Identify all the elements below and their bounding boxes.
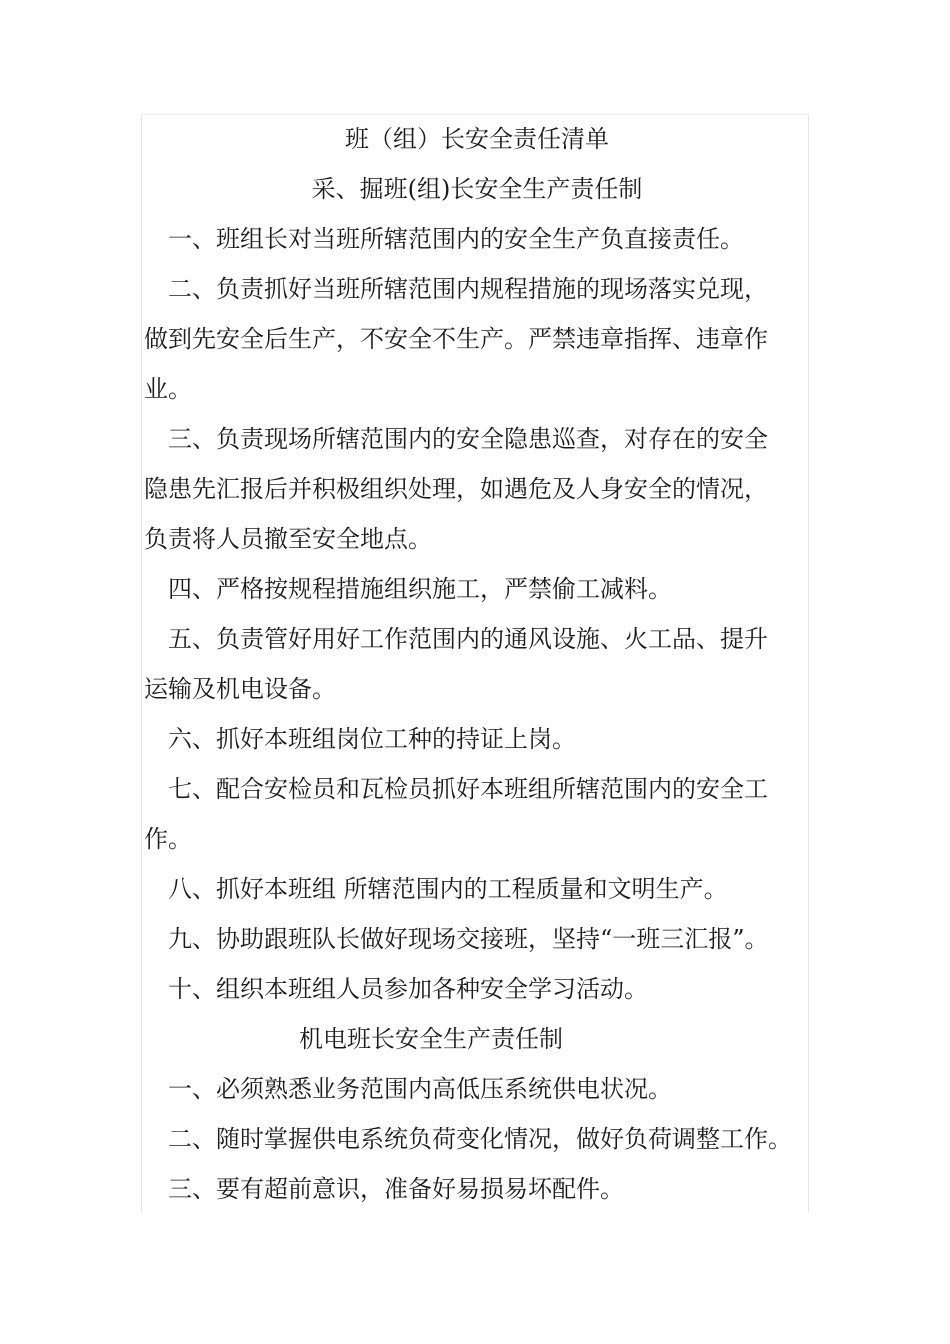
section2-heading: 机电班长安全生产责任制 (299, 1025, 563, 1053)
paragraph-line: 二、负责抓好当班所辖范围内规程措施的现场落实兑现， (168, 275, 768, 303)
paragraph-line: 运输及机电设备。 (144, 675, 336, 703)
paragraph-line: 三、负责现场所辖范围内的安全隐患巡查，对存在的安全 (168, 425, 768, 453)
document-title: 班（组）长安全责任清单 (345, 125, 609, 153)
paragraph-line: 五、负责管好用好工作范围内的通风设施、火工品、提升 (168, 625, 768, 653)
paragraph-line: 十、组织本班组人员参加各种安全学习活动。 (168, 975, 648, 1003)
paragraph-line: 作。 (144, 825, 192, 853)
paragraph-line: 一、必须熟悉业务范围内高低压系统供电状况。 (168, 1075, 672, 1103)
paragraph-line: 负责将人员撤至安全地点。 (144, 525, 432, 553)
paragraph-line: 二、随时掌握供电系统负荷变化情况，做好负荷调整工作。 (168, 1125, 792, 1153)
paragraph-line: 做到先安全后生产，不安全不生产。严禁违章指挥、违章作 (144, 325, 768, 353)
paragraph-line: 三、要有超前意识，准备好易损易坏配件。 (168, 1175, 624, 1203)
paragraph-line: 六、抓好本班组岗位工种的持证上岗。 (168, 725, 576, 753)
paragraph-line: 隐患先汇报后并积极组织处理，如遇危及人身安全的情况， (144, 475, 768, 503)
paragraph-line: 九、协助跟班队长做好现场交接班，坚持“一班三汇报”。 (168, 925, 769, 953)
paragraph-line: 七、配合安检员和瓦检员抓好本班组所辖范围内的安全工 (168, 775, 768, 803)
paragraph-line: 业。 (144, 375, 192, 403)
document-body (144, 114, 810, 1214)
section1-heading: 采、掘班(组)长安全生产责任制 (311, 175, 643, 203)
paragraph-line: 八、抓好本班组 所辖范围内的工程质量和文明生产。 (168, 875, 728, 903)
paragraph-line: 一、班组长对当班所辖范围内的安全生产负直接责任。 (168, 225, 744, 253)
paragraph-line: 四、严格按规程措施组织施工，严禁偷工减料。 (168, 575, 672, 603)
